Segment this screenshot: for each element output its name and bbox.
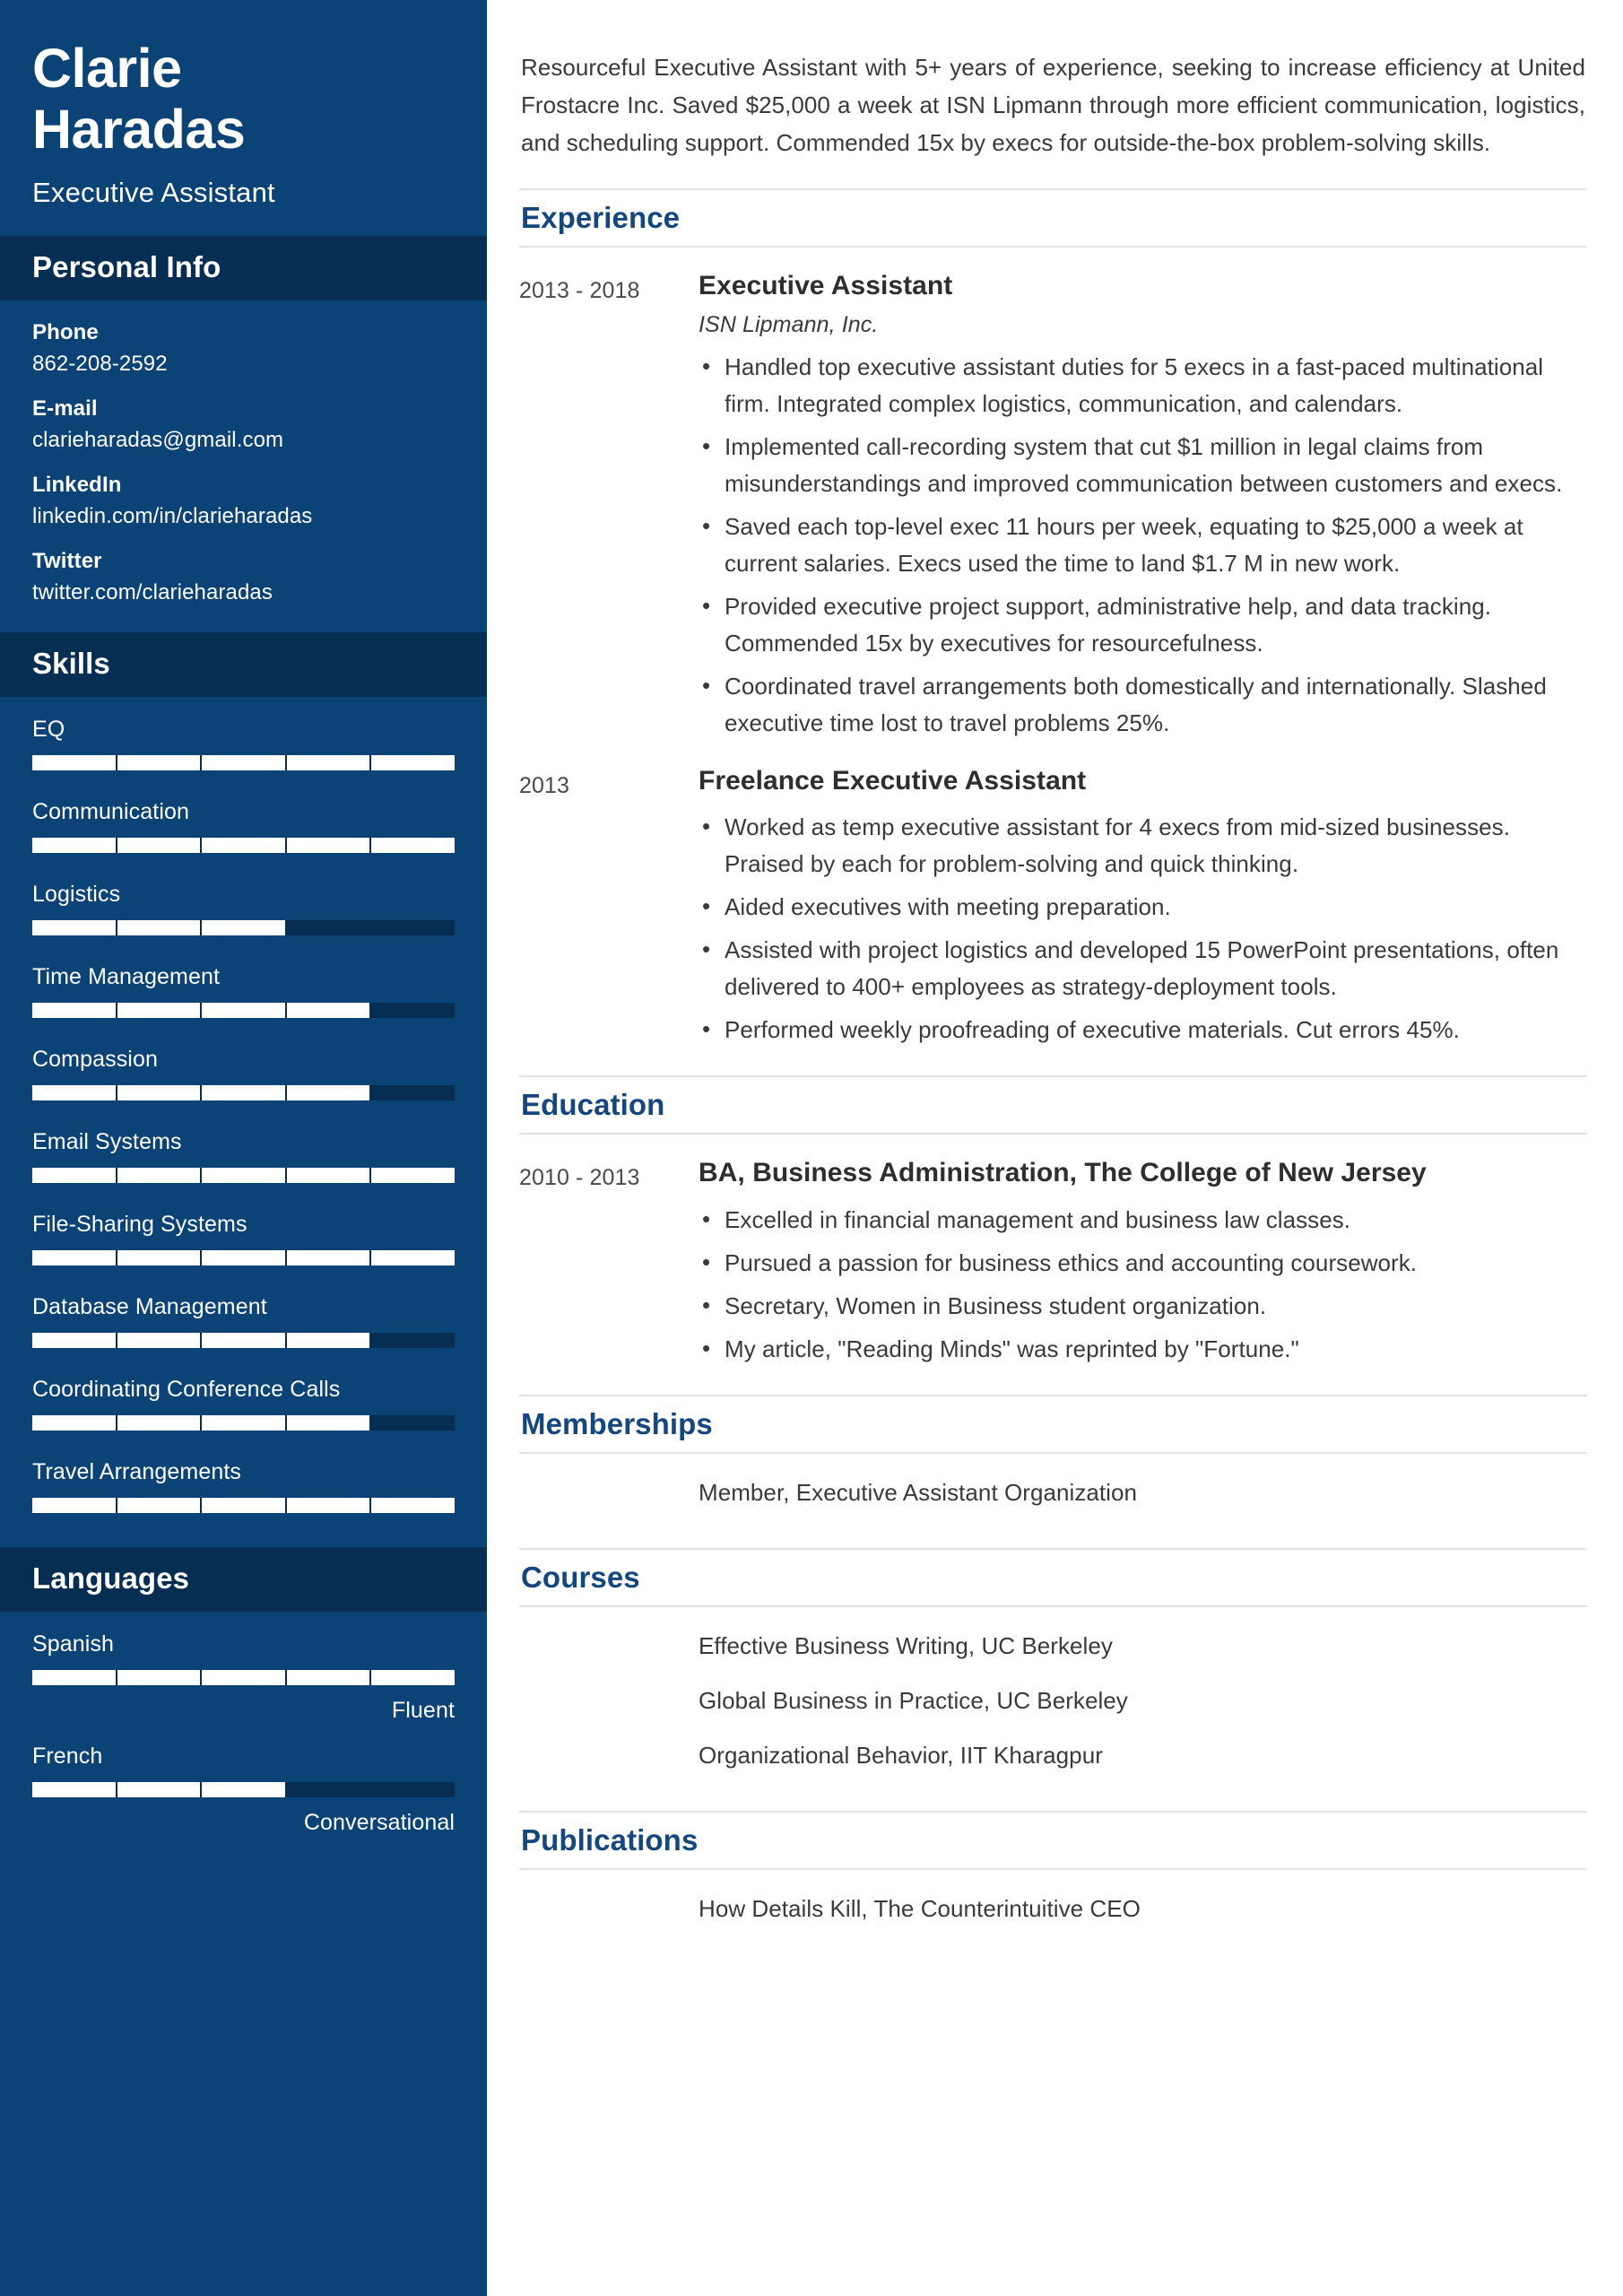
entry-body: [699, 764, 1587, 1049]
courses-list: [519, 1607, 1587, 1784]
skill-level-segment: [32, 1498, 116, 1513]
skill-level-segment: [117, 920, 201, 935]
section-courses: [519, 1548, 1587, 1784]
section-title-education: Education: [519, 1075, 1587, 1135]
skill-level-segment: [287, 1085, 370, 1100]
entry-date: 2010 - 2013: [519, 1165, 640, 1191]
contact-label: E-mail: [32, 396, 98, 421]
skill-level-segment: [117, 1250, 201, 1265]
contact-value[interactable]: clarieharadas@gmail.com: [32, 427, 284, 452]
skill-level-segment: [202, 920, 285, 935]
membership-item: Member, Executive Assistant Organization: [699, 1479, 1138, 1507]
skill-level-segment: [117, 1782, 201, 1797]
entry: [519, 248, 1587, 742]
skill-name: Travel Arrangements: [32, 1458, 242, 1484]
skill-level-bar: [32, 1333, 455, 1348]
skill-level-segment: [287, 838, 370, 853]
candidate-name: [32, 38, 455, 161]
skill-level-segment: [371, 1085, 455, 1100]
list-item: [519, 1454, 1587, 1510]
languages-list: [0, 1612, 487, 1861]
skill-level-segment: [202, 755, 285, 770]
entry-body: [699, 1156, 1587, 1368]
skill-level-segment: [117, 1333, 201, 1348]
course-item: Organizational Behavior, IIT Kharagpur: [699, 1742, 1103, 1770]
skill-level-segment: [32, 755, 116, 770]
entry-bullets: [699, 1202, 1587, 1368]
skill-level-segment: [117, 1670, 201, 1685]
skill-level-segment: [202, 1168, 285, 1183]
skill-level-bar: [32, 1168, 455, 1183]
skill-level-segment: [117, 1415, 201, 1431]
contact-label: Twitter: [32, 548, 102, 573]
skill-row: [32, 1377, 455, 1431]
skill-level-segment: [32, 1003, 116, 1018]
entry-bullet: • Pursued a passion for business ethics and accounting coursework.: [699, 1245, 1587, 1282]
skill-level-segment: [371, 920, 455, 935]
skill-level-segment: [371, 1168, 455, 1183]
skill-row: [32, 1459, 455, 1513]
skill-row: [32, 964, 455, 1018]
skill-level-bar: [32, 1415, 455, 1431]
skill-name: Email Systems: [32, 1128, 182, 1154]
entry-date: 2013 - 2018: [519, 278, 640, 304]
skill-row: [32, 799, 455, 853]
skill-level-segment: [117, 1498, 201, 1513]
skills-list: [0, 697, 487, 1547]
skill-level-bar: [32, 1003, 455, 1018]
section-title-experience: Experience: [519, 188, 1587, 248]
memberships-list: [519, 1454, 1587, 1521]
language-name: French: [32, 1743, 103, 1769]
language-row: [32, 1631, 455, 1724]
skill-name: Coordinating Conference Calls: [32, 1376, 341, 1402]
skill-level-segment: [287, 1168, 370, 1183]
skill-level-segment: [117, 1003, 201, 1018]
skill-level-segment: [202, 1415, 285, 1431]
skill-level-segment: [371, 1250, 455, 1265]
section-header-languages: Languages: [0, 1547, 487, 1612]
skill-row: [32, 1294, 455, 1348]
skill-level-segment: [32, 1085, 116, 1100]
entry-bullet: • Excelled in financial management and business law classes.: [699, 1202, 1587, 1239]
candidate-name-line1: Clarie: [32, 38, 182, 99]
skill-level-segment: [371, 1782, 455, 1797]
skill-level-bar: [32, 1670, 455, 1685]
list-item: [519, 1664, 1587, 1718]
entry-bullet: • Assisted with project logistics and developed 15 PowerPoint presentations, often delivered to 400+ employees as strategy-deployment tools.: [699, 932, 1587, 1005]
section-memberships: [519, 1395, 1587, 1521]
skill-name: Compassion: [32, 1046, 158, 1072]
entry-body: [699, 269, 1587, 742]
skill-level-segment: [371, 1498, 455, 1513]
contact-list: [0, 300, 487, 632]
entry-bullets: [699, 349, 1587, 743]
skill-level-segment: [202, 838, 285, 853]
skill-name: File-Sharing Systems: [32, 1211, 247, 1237]
skill-level-segment: [117, 1085, 201, 1100]
entry-bullet: • Coordinated travel arrangements both domestically and internationally. Slashed executive time lost to travel problems 25%.: [699, 668, 1587, 742]
skill-level-segment: [287, 1415, 370, 1431]
publications-list: [519, 1870, 1587, 1937]
skill-row: [32, 1129, 455, 1183]
candidate-job-title: Executive Assistant: [32, 176, 275, 208]
skill-level-segment: [117, 755, 201, 770]
skill-level-segment: [202, 1085, 285, 1100]
contact-item: [32, 320, 455, 377]
section-publications: [519, 1811, 1587, 1937]
skill-name: Time Management: [32, 963, 220, 989]
skill-level-segment: [32, 1415, 116, 1431]
skill-level-segment: [32, 1168, 116, 1183]
list-item-spacer: [519, 1475, 699, 1510]
skill-row: [32, 882, 455, 935]
entry-bullet: • Provided executive project support, administrative help, and data tracking. Commended 15x by executives for resourcefulness.: [699, 588, 1587, 662]
skill-level-segment: [202, 1498, 285, 1513]
skill-level-segment: [32, 1250, 116, 1265]
skill-name: Database Management: [32, 1293, 267, 1319]
skill-level-segment: [287, 1333, 370, 1348]
skill-level-segment: [202, 1670, 285, 1685]
skill-level-segment: [32, 1782, 116, 1797]
skill-level-segment: [371, 1415, 455, 1431]
skill-row: [32, 717, 455, 770]
skill-level-segment: [287, 1498, 370, 1513]
entry-title: Executive Assistant: [699, 271, 953, 301]
skill-name: EQ: [32, 716, 65, 742]
experience-entries: [519, 248, 1587, 1048]
skill-level-bar: [32, 1250, 455, 1265]
section-experience: [519, 188, 1587, 1048]
contact-value[interactable]: linkedin.com/in/clarieharadas: [32, 503, 313, 528]
skill-level-bar: [32, 920, 455, 935]
contact-label: Phone: [32, 319, 99, 344]
contact-item: [32, 549, 455, 605]
skill-level-segment: [202, 1250, 285, 1265]
list-item-spacer: [519, 1892, 699, 1926]
professional-summary: Resourceful Executive Assistant with 5+ years of experience, seeking to increase efficiency at United Frostacre Inc. Saved $25,000 a week at ISN Lipmann through more efficient communication, logistics, and scheduling support. Commended 15x by execs for outside-the-box problem-solving skills.: [521, 54, 1585, 157]
contact-item: [32, 473, 455, 529]
skill-level-segment: [202, 1333, 285, 1348]
publication-item: How Details Kill, The Counterintuitive CEO: [699, 1895, 1141, 1923]
entry-bullets: [699, 809, 1587, 1048]
education-entries: [519, 1135, 1587, 1368]
skill-level-bar: [32, 1782, 455, 1797]
contact-label: LinkedIn: [32, 472, 122, 497]
name-block: [0, 0, 487, 236]
course-item: Global Business in Practice, UC Berkeley: [699, 1687, 1128, 1715]
entry: [519, 1135, 1587, 1368]
candidate-name-line2: Haradas: [32, 99, 246, 161]
list-item: [519, 1718, 1587, 1773]
list-item-spacer: [519, 1738, 699, 1773]
skill-level-segment: [371, 755, 455, 770]
skill-level-bar: [32, 838, 455, 853]
skill-level-segment: [32, 838, 116, 853]
list-item: [519, 1607, 1587, 1664]
section-title-courses: Courses: [519, 1548, 1587, 1607]
entry: [519, 743, 1587, 1049]
section-title-publications: Publications: [519, 1811, 1587, 1870]
list-item: [519, 1870, 1587, 1926]
entry-date: 2013: [519, 772, 570, 798]
skill-level-segment: [371, 838, 455, 853]
skill-level-segment: [32, 1333, 116, 1348]
entry-bullet: • Secretary, Women in Business student organization.: [699, 1288, 1587, 1325]
skill-level-segment: [32, 1670, 116, 1685]
skill-name: Communication: [32, 798, 189, 824]
entry-bullet: • Aided executives with meeting preparation.: [699, 889, 1587, 926]
skill-level-segment: [287, 1003, 370, 1018]
skill-level-segment: [117, 1168, 201, 1183]
skill-name: Logistics: [32, 881, 121, 907]
section-header-personal-info: Personal Info: [0, 236, 487, 300]
language-name: Spanish: [32, 1631, 115, 1657]
skill-level-bar: [32, 755, 455, 770]
sidebar: [0, 0, 487, 2296]
language-level-label: Fluent: [391, 1697, 455, 1723]
skill-level-segment: [371, 1670, 455, 1685]
language-row: [32, 1744, 455, 1836]
skill-level-segment: [117, 838, 201, 853]
skill-row: [32, 1212, 455, 1265]
skill-row: [32, 1047, 455, 1100]
main-content: [487, 0, 1623, 2296]
entry-bullet: • Handled top executive assistant duties for 5 execs in a fast-paced multinational firm. Integrated complex logistics, communication, and calendars.: [699, 349, 1587, 422]
section-education: [519, 1075, 1587, 1368]
language-level-label: Conversational: [303, 1809, 455, 1835]
entry-bullet: • Performed weekly proofreading of executive materials. Cut errors 45%.: [699, 1012, 1587, 1048]
skill-level-segment: [202, 1782, 285, 1797]
skill-level-bar: [32, 1498, 455, 1513]
skill-level-segment: [371, 1003, 455, 1018]
skill-level-segment: [371, 1333, 455, 1348]
contact-value[interactable]: twitter.com/clarieharadas: [32, 579, 273, 604]
skill-level-segment: [287, 755, 370, 770]
list-item-spacer: [519, 1629, 699, 1664]
entry-bullet: • Saved each top-level exec 11 hours per week, equating to $25,000 a week at current salaries. Execs used the time to land $1.7 M in new work.: [699, 509, 1587, 582]
skill-level-segment: [287, 1250, 370, 1265]
skill-level-segment: [32, 920, 116, 935]
section-title-memberships: Memberships: [519, 1395, 1587, 1454]
skill-level-segment: [287, 1782, 370, 1797]
contact-item: [32, 396, 455, 453]
entry-bullet: • My article, "Reading Minds" was reprinted by "Fortune.": [699, 1331, 1587, 1368]
entry-bullet: • Worked as temp executive assistant for 4 execs from mid-sized businesses. Praised by each for problem-solving and quick thinking.: [699, 809, 1587, 883]
course-item: Effective Business Writing, UC Berkeley: [699, 1632, 1113, 1660]
contact-value[interactable]: 862-208-2592: [32, 351, 168, 376]
list-item-spacer: [519, 1683, 699, 1718]
skill-level-bar: [32, 1085, 455, 1100]
entry-title: Freelance Executive Assistant: [699, 765, 1087, 796]
section-header-skills: Skills: [0, 632, 487, 697]
skill-level-segment: [287, 1670, 370, 1685]
entry-bullet: • Implemented call-recording system that cut $1 million in legal claims from misunderstandings and improved communication between customers and execs.: [699, 429, 1587, 502]
skill-level-segment: [287, 920, 370, 935]
skill-level-segment: [202, 1003, 285, 1018]
entry-title: BA, Business Administration, The College of New Jersey: [699, 1158, 1427, 1188]
entry-company: ISN Lipmann, Inc.: [699, 311, 879, 337]
